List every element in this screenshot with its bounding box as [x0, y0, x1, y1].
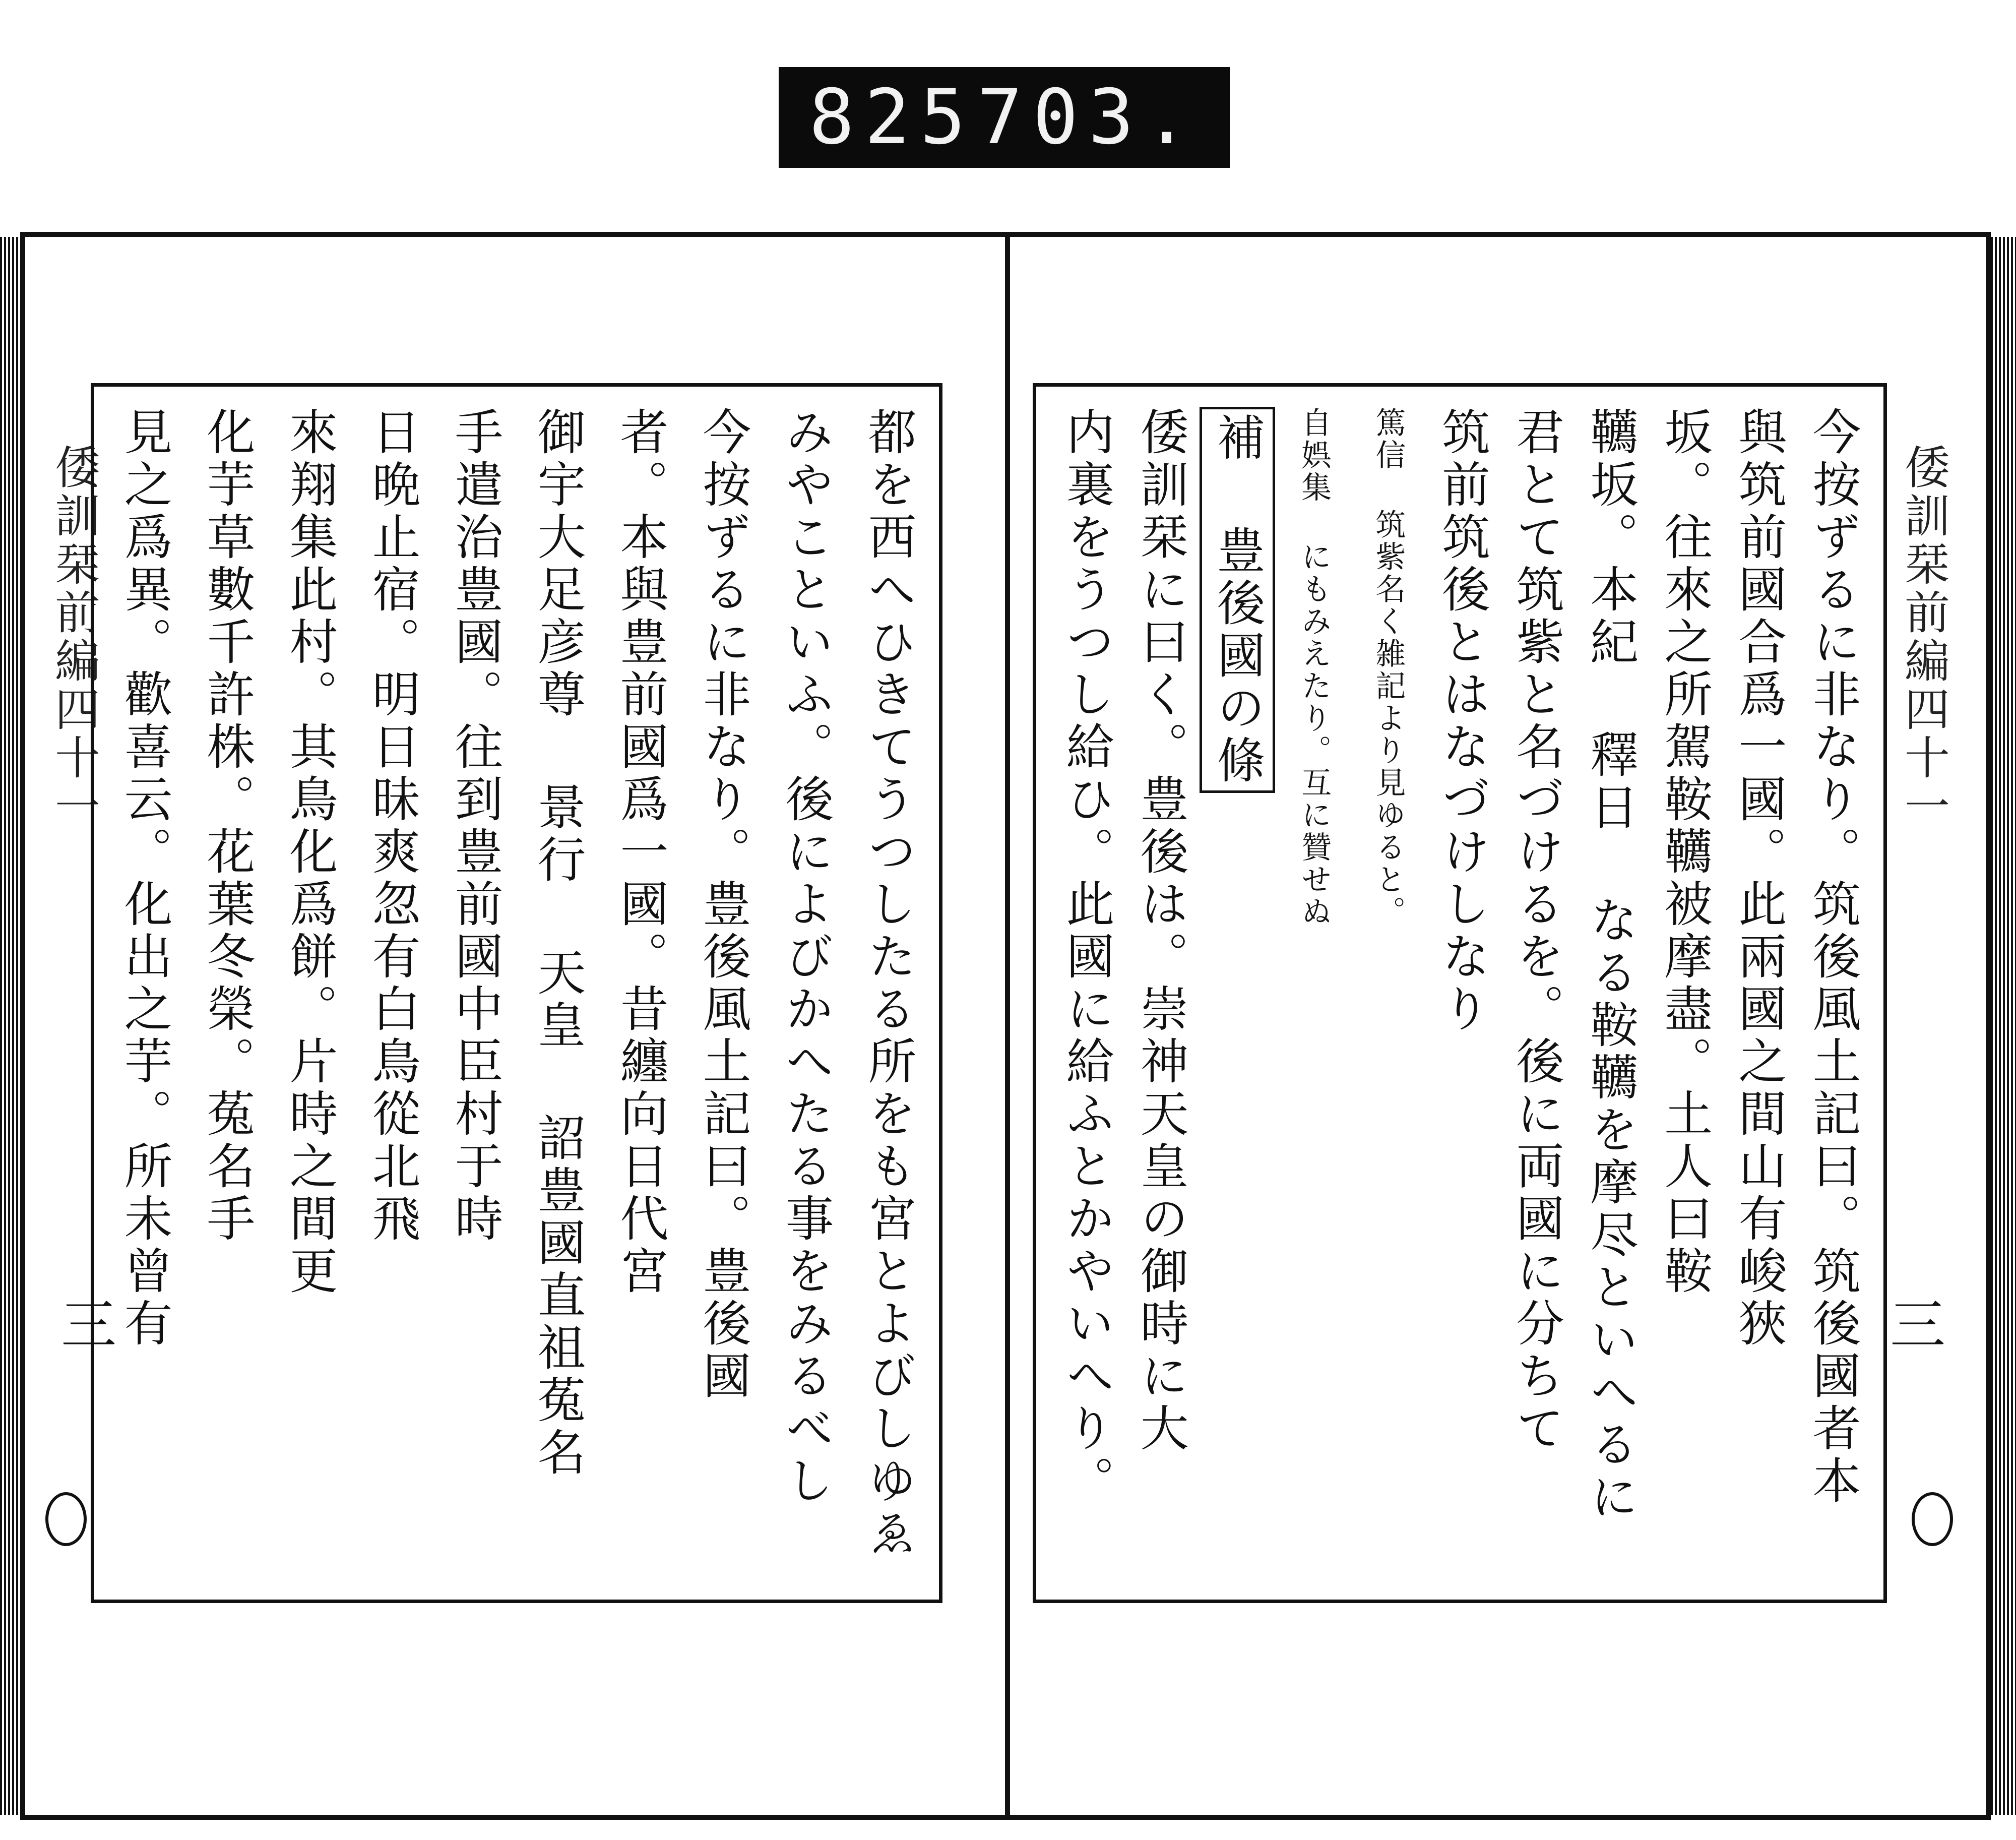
- supplement-heading: 補 豊後國の條: [1200, 407, 1275, 793]
- left-column-1: 都を西へひきてうつしたる所をも宮とよびしゆゑ: [860, 407, 917, 1560]
- label-left-number: 825: [809, 74, 976, 161]
- left-column-8: 來翔集此村。其鳥化爲餅。片時之間更: [282, 407, 338, 1298]
- right-column-11: 内裏をうつし給ひ。此國に給ふとかやいへり。: [1058, 407, 1115, 1508]
- right-ring-mark: [1912, 1492, 1953, 1546]
- archive-label: [779, 67, 1230, 168]
- left-margin-title: 倭訓栞前編四十一: [47, 444, 100, 831]
- right-column-5: 君とて筑紫と名づけるを。後に両國に分ちて: [1508, 407, 1565, 1455]
- right-margin-title: 倭訓栞前編四十一: [1897, 444, 1949, 831]
- left-ring-mark: [45, 1492, 87, 1546]
- right-text-frame: [1033, 383, 1887, 1603]
- right-column-8-note: 自娯集 にもみえたり。互に贊せぬ: [1296, 407, 1332, 928]
- right-column-1: 今按ずるに非なり。筑後風土記曰。筑後國者本: [1804, 407, 1861, 1508]
- right-column-6: 筑前筑後とはなづけしなり: [1434, 407, 1491, 1036]
- left-folio: 三: [52, 1296, 116, 1351]
- right-column-3: 坂。往來之所駕鞍韉被摩盡。土人曰鞍: [1656, 407, 1713, 1298]
- label-right-number: 703.: [977, 74, 1200, 161]
- left-column-5: 御宇大足彦尊 景行 天皇 詔豊國直祖菟名: [530, 407, 586, 1480]
- left-binding-edge: [0, 237, 20, 1815]
- left-column-4: 者。本與豊前國爲一國。昔纏向日代宮: [612, 407, 669, 1298]
- left-page: [20, 232, 1008, 1820]
- left-column-10: 見之爲異。歡喜云。化出之芋。所未曾有: [116, 407, 173, 1351]
- left-column-2: みやこといふ。後によびかへたる事をみるべし: [778, 407, 834, 1508]
- right-page: [1008, 232, 1991, 1820]
- right-folio: 三: [1881, 1296, 1945, 1351]
- right-binding-edge: [1991, 237, 2016, 1815]
- left-column-9: 化芋草數千許株。花葉冬榮。菟名手: [199, 407, 256, 1246]
- right-column-4: 韉坂。本紀 釋日 なる鞍韉を摩尽といへるに: [1582, 407, 1639, 1524]
- left-column-7: 日晩止宿。明日昧爽忽有白鳥從北飛: [364, 407, 421, 1246]
- left-text-frame: [91, 383, 942, 1603]
- right-column-9-heading: [1200, 407, 1275, 1579]
- book-spread: [0, 222, 2016, 1840]
- right-column-2: 與筑前國合爲一國。此兩國之間山有峻狹: [1730, 407, 1787, 1351]
- right-column-10: 倭訓栞に曰く。豊後は。崇神天皇の御時に大: [1132, 407, 1189, 1455]
- left-column-6: 手遣治豊國。往到豊前國中臣村于時: [447, 407, 503, 1246]
- left-column-3: 今按ずるに非なり。豊後風土記曰。豊後國: [695, 407, 751, 1403]
- right-column-7-note: 篤信 筑紫名く雑記より見ゆると。: [1370, 407, 1406, 928]
